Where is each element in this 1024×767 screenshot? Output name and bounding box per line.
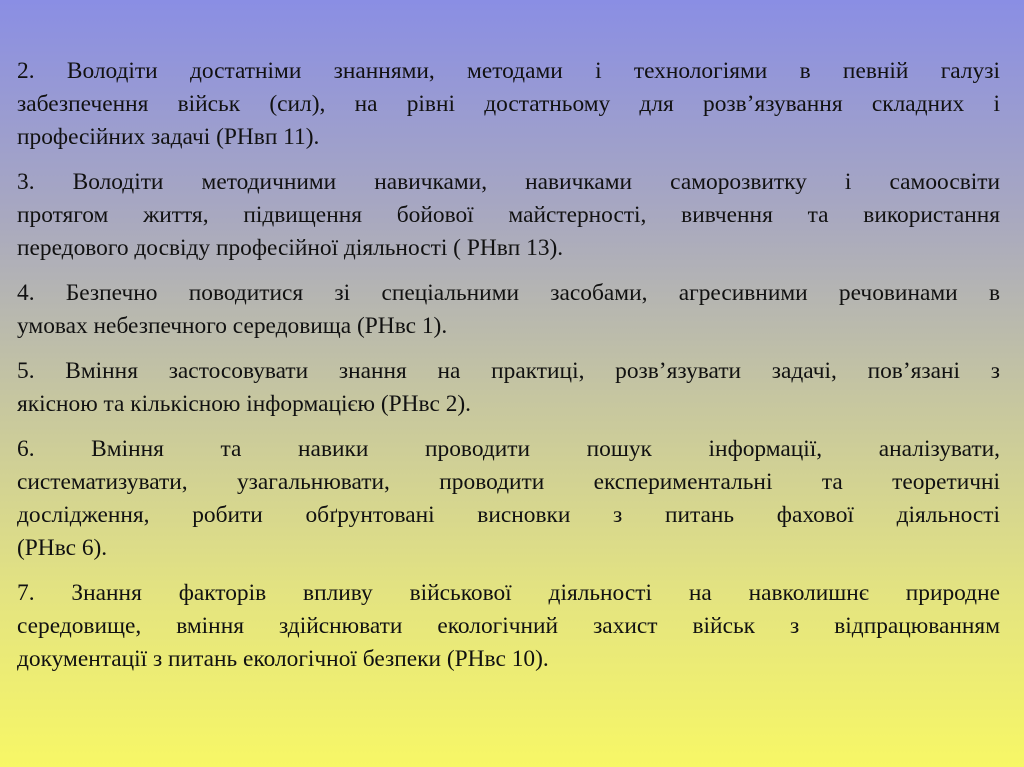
list-item-4 [17, 277, 1000, 343]
item-line: професійних задачі (РНвп 11). [17, 124, 320, 150]
list-item-5 [17, 355, 1000, 421]
item-line: 6. Вміння та навики проводити пошук інформації, аналізувати, [17, 436, 1000, 462]
list-item-7 [17, 577, 1000, 676]
list-item-6 [17, 433, 1000, 565]
item-line: систематизувати, узагальнювати, проводити експериментальні та теоретичні [17, 469, 1000, 495]
item-line: 2. Володіти достатніми знаннями, методами і технологіями в певній галузі [17, 58, 1000, 84]
item-line: 4. Безпечно поводитися зі спеціальними засобами, агресивними речовинами в [17, 280, 1000, 306]
item-line: 3. Володіти методичними навичками, навичками саморозвитку і самоосвіти [17, 169, 1000, 195]
item-line: забезпечення військ (сил), на рівні достатньому для розв’язування складних і [17, 91, 1000, 117]
list-item-3 [17, 166, 1000, 265]
slide-content [17, 55, 1000, 688]
item-line: протягом життя, підвищення бойової майстерності, вивчення та використання [17, 202, 1000, 228]
item-line: (РНвс 6). [17, 535, 108, 561]
item-line: дослідження, робити обґрунтовані висновки з питань фахової діяльності [17, 502, 1000, 528]
item-line: документації з питань екологічної безпеки (РНвс 10). [17, 646, 549, 672]
item-line: умовах небезпечного середовища (РНвс 1). [17, 313, 448, 339]
item-line: 7. Знання факторів впливу військової діяльності на навколишнє природне [17, 580, 1000, 606]
item-line: якісною та кількісною інформацією (РНвс 2). [17, 391, 472, 417]
item-line: 5. Вміння застосовувати знання на практиці, розв’язувати задачі, пов’язані з [17, 358, 1000, 384]
item-line: передового досвіду професійної діяльності ( РНвп 13). [17, 235, 564, 261]
item-line: середовище, вміння здійснювати екологічний захист військ з відпрацюванням [17, 613, 1000, 639]
list-item-2 [17, 55, 1000, 154]
